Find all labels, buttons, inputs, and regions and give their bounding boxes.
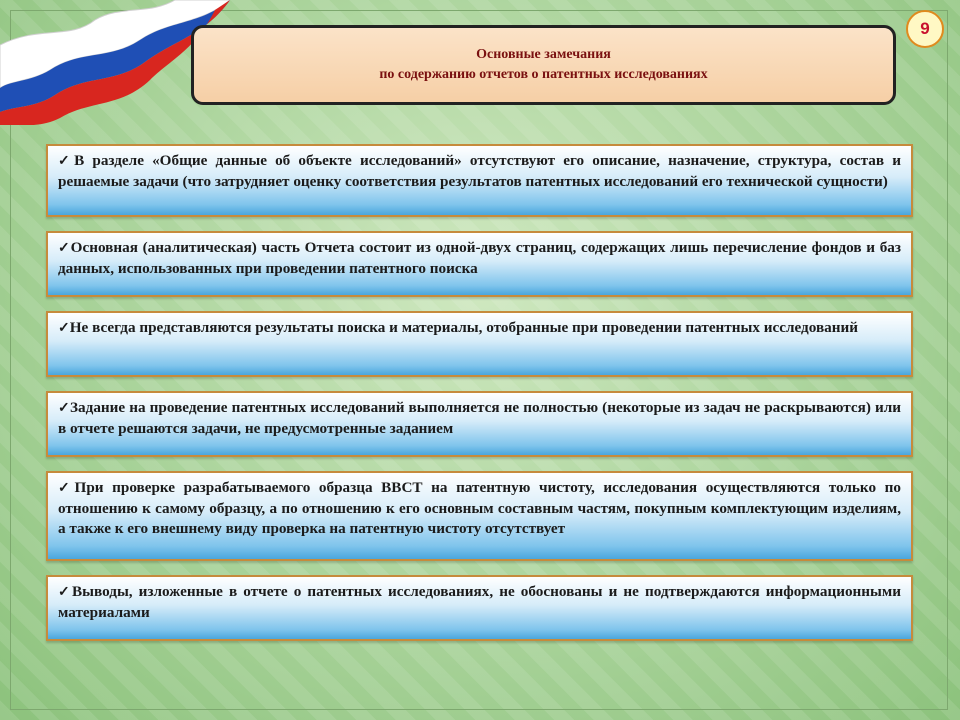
title-box: [191, 25, 896, 105]
remark-card-5: [46, 471, 913, 561]
remark-text-3: Не всегда представляются результаты поиска и материалы, отобранные при проведении патентных исследований: [69, 319, 859, 336]
page-number-badge: 9: [906, 10, 944, 48]
remark-card-4: [46, 391, 913, 457]
checkmark-icon: ✓: [58, 585, 73, 600]
remark-card-6: [46, 575, 913, 641]
checkmark-icon: ✓: [58, 321, 70, 336]
remark-text-2: Основная (аналитическая) часть Отчета состоит из одной-двух страниц, содержащих лишь перечисление фондов и баз данных, использованных при проведении патентного поиска: [58, 239, 901, 277]
remark-text-6: Выводы, изложенные в отчете о патентных исследованиях, не обоснованы и не подтверждаются информационными материалами: [58, 583, 901, 621]
title-line-1: Основные замечания: [476, 47, 611, 62]
title-line-2: по содержанию отчетов о патентных исследованиях: [379, 67, 708, 82]
remark-text-1: В разделе «Общие данные об объекте исследований» отсутствуют его описание, назначение, структура, состав и решаемые задачи (что затрудняет оценку соответствия результатов патентных исследований его технической сущности): [58, 152, 901, 190]
checkmark-icon: ✓: [58, 241, 71, 256]
remark-card-1: [46, 144, 913, 217]
remark-card-2: [46, 231, 913, 297]
checkmark-icon: ✓: [58, 154, 75, 169]
checkmark-icon: ✓: [58, 401, 71, 416]
remark-text-5: При проверке разрабатываемого образца ВВСТ на патентную чистоту, исследования осуществляются только по отношению к самому образцу, а по отношению к его основным составным частям, покупным комплектующим изделиям, а также к его внешнему виду проверка на патентную чистоту отсутствует: [58, 479, 901, 537]
remark-text-4: Задание на проведение патентных исследований выполняется не полностью (некоторые из задач не раскрываются) или в отчете решаются задачи, не предусмотренные заданием: [58, 399, 901, 437]
remark-card-3: [46, 311, 913, 377]
checkmark-icon: ✓: [58, 481, 75, 496]
